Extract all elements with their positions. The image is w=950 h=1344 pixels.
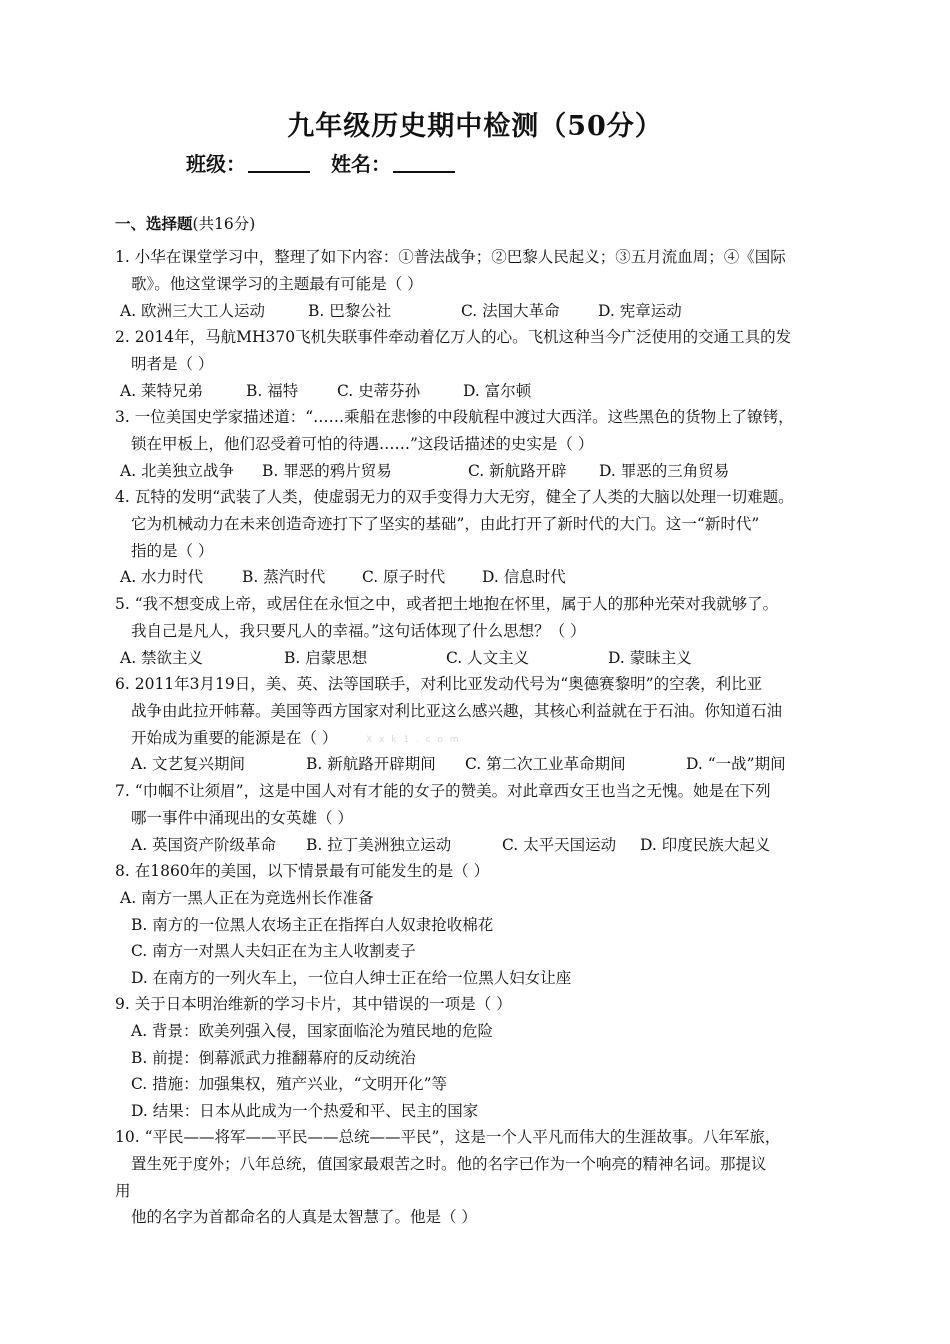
- question-text: 战争由此拉开帏幕。美国等西方国家对利比亚这么感兴趣，其核心利益就在于石油。你知道石油: [131, 701, 783, 720]
- option-d: D. 信息时代: [482, 568, 566, 587]
- option-c: C. 新航路开辟: [468, 461, 567, 480]
- option-c: C. 第二次工业革命期间: [465, 755, 626, 774]
- options: [115, 751, 855, 778]
- option-d: D. 在南方的一列火车上，一位白人绅士正在给一位黑人妇女让座: [131, 969, 572, 988]
- option-a: A. 禁欲主义: [120, 648, 204, 667]
- question-text: 5. “我不想变成上帝，或居住在永恒之中，或者把土地抱在怀里，属于人的那种光荣对我就够了。: [115, 595, 779, 613]
- option-d: D. 蒙昧主义: [608, 648, 692, 667]
- option-b: B. 前提：倒幕派武力推翻幕府的反动统治: [131, 1048, 416, 1067]
- question-text: 6. 2011年3月19日，美、英、法等国联手，对利比亚发动代号为“奥德赛黎明”的空袭，利比亚: [115, 675, 763, 693]
- question-text: 哪一事件中涌现出的女英雄（ ）: [131, 808, 353, 827]
- option-d: D. 宪章运动: [598, 301, 682, 320]
- options: [115, 378, 855, 405]
- options: [115, 298, 855, 325]
- section-title: 一、选择题: [115, 214, 193, 233]
- question-9: [115, 991, 855, 1125]
- question-text: 锁在甲板上，他们忍受着可怕的待遇……”这段话描述的史实是（ ）: [131, 434, 594, 453]
- option-b: B. 南方的一位黑人农场主正在指挥白人奴隶抢收棉花: [131, 915, 494, 934]
- option-c: C. 史蒂芬孙: [337, 381, 421, 400]
- option-c: C. 南方一对黑人夫妇正在为主人收割麦子: [131, 942, 416, 961]
- option-a: A. 南方一黑人正在为竞选州长作准备: [120, 888, 374, 907]
- options: [115, 564, 855, 591]
- question-4: [115, 484, 855, 591]
- question-2: [115, 324, 855, 404]
- question-text: 他的名字为首都命名的人真是太智慧了。他是（ ）: [131, 1208, 477, 1227]
- question-3: [115, 404, 855, 484]
- question-text: 10. “平民——将军——平民——总统——平民”，这是一个人平凡而伟大的生涯故事。八年军旅，: [115, 1128, 781, 1146]
- question-text: 开始成为重要的能源是在（ ）: [131, 728, 338, 747]
- question-text: 4. 瓦特的发明“武装了人类，使虚弱无力的双手变得力大无穷，健全了人类的大脑以处理一切难题。: [115, 488, 794, 506]
- option-c: C. 法国大革命: [461, 301, 560, 320]
- options: [115, 645, 855, 672]
- options: [115, 458, 855, 485]
- watermark: X x k 1 . c o m: [366, 735, 461, 745]
- option-d: D. 富尔顿: [463, 381, 532, 400]
- question-text: 9. 关于日本明治维新的学习卡片，其中错误的一项是（ ）: [115, 995, 512, 1013]
- question-text: 用: [115, 1181, 131, 1200]
- question-text: 1. 小华在课堂学习中，整理了如下内容：①普法战争；②巴黎人民起义；③五月流血周；④《国际: [115, 248, 786, 266]
- question-6: [115, 671, 855, 778]
- option-b: B. 新航路开辟期间: [306, 755, 436, 774]
- option-b: B. 罪恶的鸦片贸易: [262, 461, 392, 480]
- question-5: [115, 591, 855, 671]
- class-label: 班级：: [186, 152, 246, 176]
- question-7: [115, 778, 855, 858]
- option-a: A. 水力时代: [120, 568, 204, 587]
- question-text: 我自己是凡人，我只要凡人的幸福。”这句话体现了什么思想？（ ）: [131, 621, 586, 640]
- question-text: 2. 2014年，马航MH370飞机失联事件牵动着亿万人的心。飞机这种当今广泛使用的交通工具的发: [115, 328, 792, 346]
- question-text: 指的是（ ）: [131, 541, 214, 560]
- option-d: D. 印度民族大起义: [640, 835, 771, 854]
- student-info: [186, 148, 469, 177]
- question-text: 置生死于度外；八年总统，值国家最艰苦之时。他的名字已作为一个响亮的精神名词。那提议: [131, 1154, 767, 1173]
- question-10: [115, 1124, 855, 1231]
- option-c: C. 原子时代: [362, 568, 446, 587]
- question-1: [115, 244, 855, 324]
- option-b: B. 蒸汽时代: [242, 568, 326, 587]
- option-a: A. 北美独立战争: [120, 461, 235, 480]
- option-c: C. 措施：加强集权，殖产兴业，“文明开化”等: [131, 1075, 448, 1094]
- section-note: (共16分): [192, 215, 256, 233]
- section-heading: [115, 212, 255, 234]
- option-c: C. 太平天国运动: [502, 835, 617, 854]
- option-a: A. 背景：欧美列强入侵，国家面临沦为殖民地的危险: [131, 1021, 494, 1040]
- option-a: A. 莱特兄弟: [120, 381, 204, 400]
- question-text: 歌》。他这堂课学习的主题最有可能是（ ）: [131, 274, 423, 293]
- option-b: B. 拉丁美洲独立运动: [306, 835, 452, 854]
- options: [115, 832, 855, 859]
- option-a: A. 英国资产阶级革命: [131, 835, 277, 854]
- page-title: 九年级历史期中检测（50分）: [287, 111, 663, 142]
- question-text: 明者是（ ）: [131, 354, 214, 373]
- question-text: 它为机械动力在未来创造奇迹打下了坚实的基础”，由此打开了新时代的大门。这一“新时代”: [131, 514, 760, 533]
- option-b: B. 福特: [246, 381, 299, 400]
- option-d: D. 罪恶的三角贸易: [599, 461, 730, 480]
- option-c: C. 人文主义: [446, 648, 530, 667]
- option-a: A. 文艺复兴期间: [131, 755, 246, 774]
- question-8: [115, 858, 855, 992]
- question-text: 7. “巾帼不让须眉”，这是中国人对有才能的女子的赞美。对此章西女王也当之无愧。她是在下列: [115, 782, 771, 800]
- option-d: D. 结果：日本从此成为一个热爱和平、民主的国家: [131, 1102, 479, 1121]
- question-text: 8. 在1860年的美国，以下情景最有可能发生的是（ ）: [115, 862, 490, 880]
- class-blank: [248, 153, 310, 173]
- question-text: 3. 一位美国史学家描述道：“……乘船在悲惨的中段航程中渡过大西洋。这些黑色的货物上了镣铐，: [115, 408, 794, 426]
- option-b: B. 巴黎公社: [308, 301, 392, 320]
- option-b: B. 启蒙思想: [284, 648, 368, 667]
- option-d: D. “一战”期间: [686, 755, 786, 774]
- name-label: 姓名：: [330, 152, 391, 176]
- name-blank: [393, 153, 455, 173]
- option-a: A. 欧洲三大工人运动: [120, 301, 266, 320]
